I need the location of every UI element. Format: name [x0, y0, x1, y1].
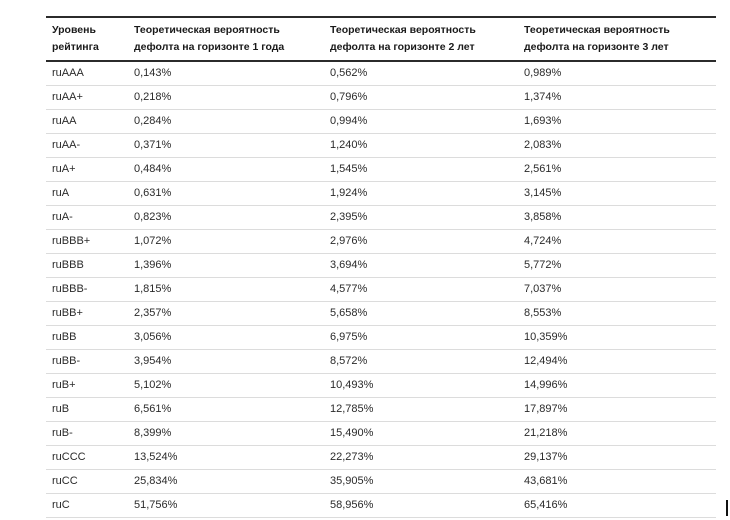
table-row: [46, 158, 716, 182]
pd-1-year-cell: 0,631%: [128, 182, 324, 206]
table-row: [46, 254, 716, 278]
header-pd-3-years: Теоретическая вероятность дефолта на горизонте 3 лет: [524, 24, 670, 53]
pd-2-years-cell: 2,395%: [324, 206, 518, 230]
table-row: [46, 182, 716, 206]
pd-1-year-cell: 3,056%: [128, 326, 324, 350]
pd-3-years-cell: 2,083%: [518, 134, 716, 158]
pd-3-years-cell: 8,553%: [518, 302, 716, 326]
pd-2-years-cell: 1,924%: [324, 182, 518, 206]
pd-3-years-cell: 5,772%: [518, 254, 716, 278]
pd-1-year-cell: 8,399%: [128, 422, 324, 446]
pd-2-years-cell: 4,577%: [324, 278, 518, 302]
pd-3-years-cell: 43,681%: [518, 470, 716, 494]
table-body: [46, 61, 716, 518]
pd-2-years-cell: 8,572%: [324, 350, 518, 374]
rating-cell: ruAA-: [46, 134, 128, 158]
table-row: [46, 206, 716, 230]
header-pd-2-years: Теоретическая вероятность дефолта на горизонте 2 лет: [330, 24, 476, 53]
table-row: [46, 374, 716, 398]
pd-2-years-cell: 1,240%: [324, 134, 518, 158]
pd-2-years-cell: 22,273%: [324, 446, 518, 470]
table-row: [46, 446, 716, 470]
pd-3-years-cell: 14,996%: [518, 374, 716, 398]
table-header: [46, 17, 716, 61]
table-row: [46, 230, 716, 254]
table-row: [46, 398, 716, 422]
pd-3-years-cell: 29,137%: [518, 446, 716, 470]
default-probability-table: [46, 16, 716, 518]
table-row: [46, 494, 716, 518]
table-row: [46, 326, 716, 350]
pd-1-year-cell: 0,484%: [128, 158, 324, 182]
pd-3-years-cell: 4,724%: [518, 230, 716, 254]
table-row: [46, 86, 716, 110]
pd-2-years-cell: 58,956%: [324, 494, 518, 518]
pd-1-year-cell: 0,218%: [128, 86, 324, 110]
pd-2-years-cell: 2,976%: [324, 230, 518, 254]
pd-1-year-cell: 1,815%: [128, 278, 324, 302]
default-probability-table-container: [46, 16, 716, 518]
header-pd-1-year: Теоретическая вероятность дефолта на горизонте 1 года: [134, 24, 285, 53]
pd-3-years-cell: 21,218%: [518, 422, 716, 446]
rating-cell: ruC: [46, 494, 128, 518]
text-cursor: [726, 500, 728, 516]
rating-cell: ruB-: [46, 422, 128, 446]
pd-2-years-cell: 10,493%: [324, 374, 518, 398]
pd-1-year-cell: 25,834%: [128, 470, 324, 494]
pd-3-years-cell: 2,561%: [518, 158, 716, 182]
rating-cell: ruA+: [46, 158, 128, 182]
table-row: [46, 350, 716, 374]
table-row: [46, 470, 716, 494]
pd-2-years-cell: 35,905%: [324, 470, 518, 494]
pd-2-years-cell: 6,975%: [324, 326, 518, 350]
table-row: [46, 422, 716, 446]
pd-3-years-cell: 65,416%: [518, 494, 716, 518]
pd-1-year-cell: 1,072%: [128, 230, 324, 254]
table-row: [46, 302, 716, 326]
rating-cell: ruBBB+: [46, 230, 128, 254]
rating-cell: ruA: [46, 182, 128, 206]
pd-1-year-cell: 2,357%: [128, 302, 324, 326]
pd-3-years-cell: 3,145%: [518, 182, 716, 206]
pd-3-years-cell: 10,359%: [518, 326, 716, 350]
pd-1-year-cell: 0,823%: [128, 206, 324, 230]
pd-2-years-cell: 0,562%: [324, 61, 518, 86]
rating-cell: ruBB: [46, 326, 128, 350]
pd-1-year-cell: 5,102%: [128, 374, 324, 398]
pd-1-year-cell: 13,524%: [128, 446, 324, 470]
rating-cell: ruAA+: [46, 86, 128, 110]
pd-2-years-cell: 12,785%: [324, 398, 518, 422]
rating-cell: ruCCC: [46, 446, 128, 470]
rating-cell: ruBB+: [46, 302, 128, 326]
table-row: [46, 134, 716, 158]
pd-3-years-cell: 7,037%: [518, 278, 716, 302]
pd-2-years-cell: 5,658%: [324, 302, 518, 326]
table-row: [46, 278, 716, 302]
rating-cell: ruBBB-: [46, 278, 128, 302]
rating-cell: ruB: [46, 398, 128, 422]
pd-3-years-cell: 1,693%: [518, 110, 716, 134]
pd-1-year-cell: 0,371%: [128, 134, 324, 158]
header-rating-level: Уровень рейтинга: [52, 24, 99, 53]
pd-2-years-cell: 1,545%: [324, 158, 518, 182]
header-row: [46, 17, 716, 61]
pd-1-year-cell: 0,143%: [128, 61, 324, 86]
pd-3-years-cell: 1,374%: [518, 86, 716, 110]
rating-cell: ruA-: [46, 206, 128, 230]
pd-2-years-cell: 15,490%: [324, 422, 518, 446]
pd-2-years-cell: 0,994%: [324, 110, 518, 134]
pd-2-years-cell: 0,796%: [324, 86, 518, 110]
pd-1-year-cell: 51,756%: [128, 494, 324, 518]
rating-cell: ruB+: [46, 374, 128, 398]
pd-3-years-cell: 0,989%: [518, 61, 716, 86]
table-row: [46, 110, 716, 134]
rating-cell: ruBB-: [46, 350, 128, 374]
rating-cell: ruCC: [46, 470, 128, 494]
pd-1-year-cell: 3,954%: [128, 350, 324, 374]
pd-3-years-cell: 12,494%: [518, 350, 716, 374]
pd-1-year-cell: 6,561%: [128, 398, 324, 422]
pd-3-years-cell: 3,858%: [518, 206, 716, 230]
pd-1-year-cell: 1,396%: [128, 254, 324, 278]
rating-cell: ruAAA: [46, 61, 128, 86]
pd-2-years-cell: 3,694%: [324, 254, 518, 278]
pd-3-years-cell: 17,897%: [518, 398, 716, 422]
pd-1-year-cell: 0,284%: [128, 110, 324, 134]
rating-cell: ruAA: [46, 110, 128, 134]
rating-cell: ruBBB: [46, 254, 128, 278]
table-row: [46, 61, 716, 86]
